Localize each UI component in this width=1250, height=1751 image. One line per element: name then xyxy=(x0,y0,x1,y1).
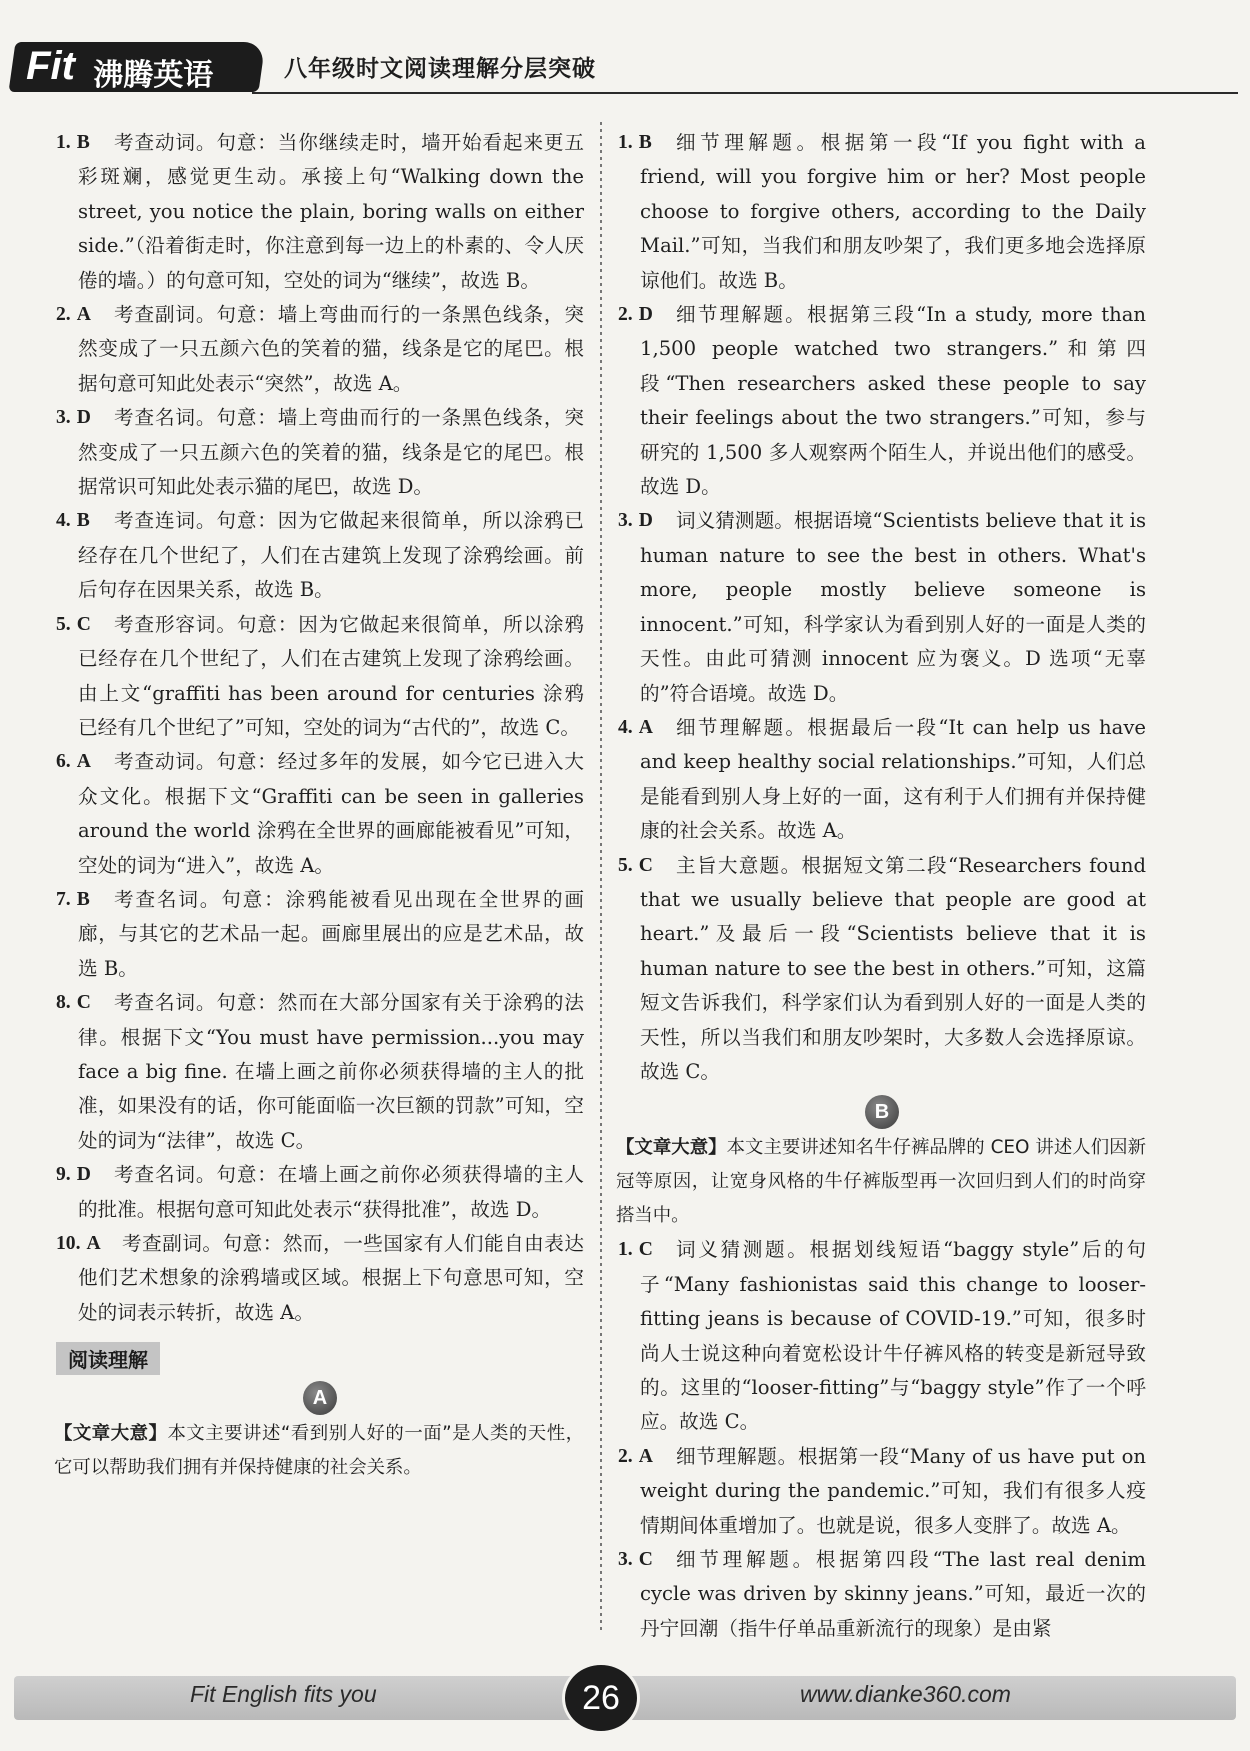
question-number: 7. xyxy=(56,888,71,910)
answer-item xyxy=(56,298,584,401)
summary-text: 本文主要讲述“看到别人好的一面”是人类的天性，它可以帮助我们拥有并保持健康的社会关系。 xyxy=(54,1423,584,1479)
answer-letter: D xyxy=(76,1164,91,1186)
answer-number xyxy=(56,298,91,332)
answer-item xyxy=(56,126,584,298)
answer-item xyxy=(618,1440,1146,1543)
question-number: 5. xyxy=(56,613,71,635)
passage-b-summary xyxy=(616,1131,1146,1233)
question-number: 5. xyxy=(618,854,633,876)
explanation-text: 考查名词。句意：然而在大部分国家有关于涂鸦的法律。根据下文“You must have permission...you may face a big fine. 在墙上画之前你必须获得墙的主人的批准，如果没有的话，你可能面临一次巨额的罚款”可知，空处的词为“法律”，故选 C。 xyxy=(78,991,584,1152)
explanation-text: 考查副词。句意：墙上弯曲而行的一条黑色线条，突然变成了一只五颜六色的笑着的猫，线条是它的尾巴。根据句意可知此处表示“突然”，故选 A。 xyxy=(78,303,584,395)
summary-label: 【文章大意】 xyxy=(54,1423,168,1445)
question-number: 8. xyxy=(56,992,71,1014)
column-divider xyxy=(600,122,602,1632)
answer-list-cloze xyxy=(56,126,584,1330)
explanation-text: 考查名词。句意：在墙上画之前你必须获得墙的主人的批准。根据句意可知此处表示“获得批准”，故选 D。 xyxy=(78,1163,584,1221)
question-number: 1. xyxy=(618,1239,633,1261)
header-rule xyxy=(252,92,1238,94)
answer-number xyxy=(56,608,91,642)
question-number: 4. xyxy=(56,510,71,532)
answer-item xyxy=(618,849,1146,1090)
question-number: 2. xyxy=(618,304,633,326)
answer-letter: C xyxy=(76,992,91,1014)
logo-cn-text: 沸腾英语 xyxy=(93,58,214,93)
explanation-text: 考查动词。句意：经过多年的发展，如今它已进入大众文化。根据下文“Graffiti can be seen in galleries around the world 涂鸦在全世界的画廊能被看见”可知，空处的词为“进入”，故选 A。 xyxy=(78,750,584,877)
answer-letter: C xyxy=(638,1239,653,1261)
explanation-text: 词义猜测题。根据语境“Scientists believe that it is human nature to see the best in others. What's more, people mostly believe someone is innocent.”可知，科学家认为看到别人好的一面是人类的天性。由此可猜测 innocent 应为褒义。D 选项“无辜的”符合语境。故选 D。 xyxy=(640,509,1146,705)
answer-letter: B xyxy=(76,888,90,910)
answer-item xyxy=(56,1227,584,1330)
answer-number xyxy=(56,883,90,917)
summary-text: 本文主要讲述知名牛仔裤品牌的 CEO 讲述人们因新冠等原因，让宽身风格的牛仔裤版型再一次回归到人们的时尚穿搭当中。 xyxy=(616,1137,1146,1227)
answer-number xyxy=(56,745,91,779)
header xyxy=(12,38,1238,96)
explanation-text: 考查连词。句意：因为它做起来很简单，所以涂鸦已经存在几个世纪了，人们在古建筑上发现了涂鸦绘画。前后句存在因果关系，故选 B。 xyxy=(78,509,584,602)
answer-item xyxy=(618,504,1146,710)
answer-letter: B xyxy=(638,132,652,153)
answer-number xyxy=(56,1227,101,1261)
question-number: 3. xyxy=(618,1549,633,1571)
explanation-text: 考查名词。句意：涂鸦能被看见出现在全世界的画廊，与其它的艺术品一起。画廊里展出的应是艺术品，故选 B。 xyxy=(78,887,584,980)
answer-letter: C xyxy=(638,854,653,876)
question-number: 6. xyxy=(56,751,71,773)
answer-item xyxy=(56,401,584,504)
answer-letter: C xyxy=(638,1549,653,1571)
brand-logo xyxy=(8,42,265,92)
page-number: 26 xyxy=(562,1662,640,1734)
summary-label: 【文章大意】 xyxy=(616,1137,727,1159)
answer-number xyxy=(56,401,91,435)
answer-item xyxy=(56,745,584,883)
answer-number xyxy=(618,298,653,332)
answer-item xyxy=(56,1158,584,1227)
answer-number xyxy=(56,986,91,1020)
answer-item xyxy=(618,1233,1146,1439)
answer-item xyxy=(56,608,584,746)
answer-number xyxy=(56,504,90,538)
answer-letter: A xyxy=(638,716,653,738)
answer-number xyxy=(618,849,653,883)
explanation-text: 考查名词。句意：墙上弯曲而行的一条黑色线条，突然变成了一只五颜六色的笑着的猫，线条是它的尾巴。根据常识可知此处表示猫的尾巴，故选 D。 xyxy=(78,406,584,499)
footer-url: www.dianke360.com xyxy=(800,1681,1011,1707)
answer-number xyxy=(618,126,652,160)
answer-letter: D xyxy=(76,407,91,429)
answer-letter: B xyxy=(76,132,90,153)
explanation-text: 细节理解题。根据第一段“Many of us have put on weight during the pandemic.”可知，我们有很多人疫情期间体重增加了。也就是说，很多人变胖了。故选 A。 xyxy=(640,1444,1146,1537)
question-number: 3. xyxy=(56,407,71,429)
answer-number xyxy=(618,1440,653,1474)
explanation-text: 考查副词。句意：然而，一些国家有人们能自由表达他们艺术想象的涂鸦墙或区域。根据上下句意思可知，空处的词表示转折，故选 A。 xyxy=(78,1232,584,1324)
question-number: 10. xyxy=(56,1233,81,1254)
answer-number xyxy=(618,504,653,538)
logo-fit-text: Fit xyxy=(26,44,75,88)
answer-item xyxy=(618,1543,1146,1646)
answer-number xyxy=(56,1158,91,1192)
question-number: 1. xyxy=(56,132,71,153)
answer-item xyxy=(56,504,584,607)
answer-item xyxy=(56,883,584,986)
answer-item xyxy=(618,298,1146,504)
answer-number xyxy=(56,126,90,160)
explanation-text: 细节理解题。根据第四段“The last real denim cycle was driven by skinny jeans.”可知，最近一次的丹宁回潮（指牛仔单品重新流行的现象）是由紧 xyxy=(640,1548,1146,1640)
answer-item xyxy=(618,711,1146,849)
answer-list-passage-b xyxy=(618,1233,1146,1646)
explanation-text: 细节理解题。根据最后一段“It can help us have and keep healthy social relationships.”可知，人们总是能看到别人身上好的一面，这有利于人们拥有并保持健康的社会关系。故选 A。 xyxy=(640,715,1146,843)
explanation-text: 细节理解题。根据第三段“In a study, more than 1,500 people watched two strangers.”和第四段“Then researchers asked these people to say their feelings about the two strangers.”可知，参与研究的 1,500 多人观察两个陌生人，并说出他们的感受。故选 D。 xyxy=(640,303,1146,499)
answer-letter: A xyxy=(86,1233,101,1254)
question-number: 3. xyxy=(618,510,633,532)
answer-number xyxy=(618,711,653,745)
question-number: 2. xyxy=(618,1445,633,1467)
answer-letter: D xyxy=(638,510,653,532)
passage-a-summary xyxy=(54,1417,584,1485)
book-title: 八年级时文阅读理解分层突破 xyxy=(284,56,596,82)
answer-letter: A xyxy=(76,751,91,773)
answer-number xyxy=(618,1543,653,1577)
right-column xyxy=(618,126,1146,1646)
question-number: 2. xyxy=(56,304,71,326)
explanation-text: 词义猜测题。根据划线短语“baggy style”后的句子“Many fashionistas said this change to looser-fitting jeans is because of COVID-19.”可知，很多时尚人士说这种向着宽松设计牛仔裤风格的转变是新冠导致的。这里的“looser-fitting”与“baggy style”作了一个呼应。故选 C。 xyxy=(640,1238,1146,1434)
answer-number xyxy=(618,1233,653,1267)
explanation-text: 考查形容词。句意：因为它做起来很简单，所以涂鸦已经存在几个世纪了，人们在古建筑上发现了涂鸦绘画。由上文“graffiti has been around for centuries 涂鸦已经有几个世纪了”可知，空处的词为“古代的”，故选 C。 xyxy=(78,612,584,739)
question-number: 4. xyxy=(618,716,633,738)
passage-a-badge: A xyxy=(303,1381,337,1415)
answer-list-passage-a xyxy=(618,126,1146,1089)
question-number: 1. xyxy=(618,132,633,153)
passage-b-badge: B xyxy=(865,1095,899,1129)
explanation-text: 考查动词。句意：当你继续走时，墙开始看起来更五彩斑斓，感觉更生动。承接上句“Walking down the street, you notice the plain, boring walls on either side.”（沿着街走时，你注意到每一边上的朴素的、令人厌倦的墙。）的句意可知，空处的词为“继续”，故选 B。 xyxy=(78,131,584,292)
answer-letter: C xyxy=(76,613,91,635)
left-column xyxy=(56,126,584,1485)
answer-item xyxy=(56,986,584,1158)
answer-letter: A xyxy=(76,304,91,326)
section-heading-reading: 阅读理解 xyxy=(56,1342,160,1375)
answer-letter: A xyxy=(638,1445,653,1467)
answer-letter: D xyxy=(638,304,653,326)
question-number: 9. xyxy=(56,1164,71,1186)
explanation-text: 细节理解题。根据第一段“If you fight with a friend, will you forgive him or her? Most people choose to forgive others, according to the Daily Mail.”可知，当我们和朋友吵架了，我们更多地会选择原谅他们。故选 B。 xyxy=(640,131,1146,292)
footer-slogan: Fit English fits you xyxy=(190,1681,377,1707)
answer-item xyxy=(618,126,1146,298)
answer-letter: B xyxy=(76,510,90,532)
explanation-text: 主旨大意题。根据短文第二段“Researchers found that we usually believe that people are good at heart.”及最后一段“Scientists believe that it is human nature to see the best in others.”可知，这篇短文告诉我们，科学家们认为看到别人好的一面是人类的天性，所以当我们和朋友吵架时，大多数人会选择原谅。故选 C。 xyxy=(640,853,1146,1083)
